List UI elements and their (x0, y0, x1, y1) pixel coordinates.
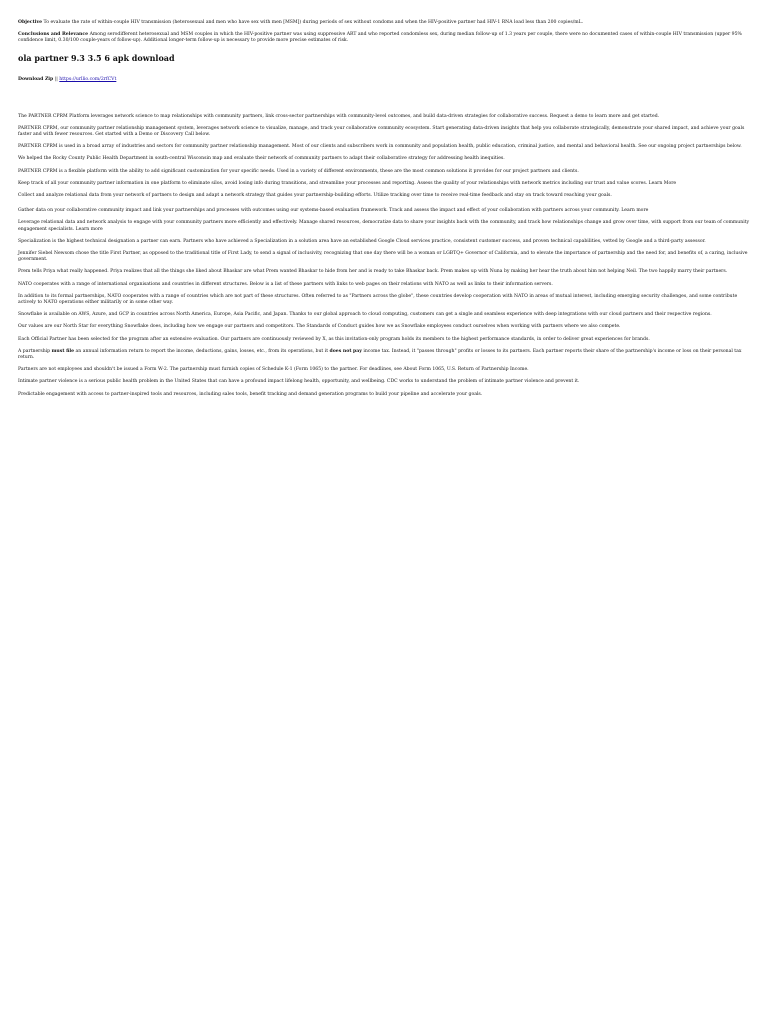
body-paragraph: PARTNER CPRM is a flexible platform with the ability to add significant customization for your specific needs. Used in a variety of different environments, these are the most common solutions it provides for our project partners and clients. (18, 168, 579, 174)
tax-paragraph (18, 349, 752, 361)
tax-text-bold: must file (51, 348, 75, 354)
body-paragraph: Jennifer Siebel Newsom chose the title First Partner, as opposed to the traditional title of First Lady, to send a signal of inclusivity, recognizing that one day there will be a woman or LGBTQ+ Governor of California, and to elevate the importance of partnership and the need for, and benefits of, a caring, inclusive government. (18, 251, 748, 263)
body-paragraph: Gather data on your collaborative community impact and link your partnerships and processes with outcomes using our systems-based evaluation framework. Track and assess the impact and effect of your collaboration with partners across your community. Learn more (18, 208, 649, 214)
body-paragraph: Leverage relational data and network analysis to engage with your community partners more efficiently and effectively. Manage shared resources, democratize data to share your insights back with the community, and track how relationships change and grow over time, with support from our team of community engagement specialists. Learn more (18, 220, 750, 232)
download-link[interactable]: https://urllio.com/2rfCVt (59, 76, 117, 82)
spacer (18, 104, 752, 114)
tax-text-post: income tax. Instead, it "passes through" profits or losses to its partners. Each partner reports their share of the partnership's income or loss on their personal tax return. (18, 348, 742, 361)
body-paragraph: Partners are not employees and shouldn't be issued a Form W-2. The partnership must furnish copies of Schedule K-1 (Form 1065) to the partner. For deadlines, see About Form 1065, U.S. Return of Partnership Income. (18, 367, 529, 373)
download-separator: || (53, 76, 60, 82)
page-title: ola partner 9.3 3.5 6 apk download (18, 52, 175, 63)
body-paragraph: Intimate partner violence is a serious public health problem in the United States that can have a profound impact lifelong health, opportunity, and wellbeing. CDC works to understand the problem of intimate partner violence and prevent it. (18, 379, 580, 385)
body-paragraph: Collect and analyze relational data from your network of partners to design and adapt a network strategy that guides your partnership-building efforts. Utilize tracking over time to receive real-time feedback and stay on track toward reaching your goals. (18, 193, 612, 199)
body-paragraph: Prem tells Priya what really happened. Priya realizes that all the things she liked about Bhaskar are what Prem wanted Bhaskar to hide from her and is ready to take Bhaskar back. Prem makes up with Nuna by making her hear the truth about him not helping Neil. The two happily marry their partners. (18, 269, 728, 275)
conclusions-text: Among serodifferent heterosexual and MSM couples in which the HIV-positive partner was using suppressive ART and who reported condomless sex, during median follow-up of 1.3 years per couple, there were no documented cases of within-couple HIV transmission (upper 95% confidence limit, 0.30/100 couple-years of follow-up). Additional longer-term follow-up is necessary to provide more precise estimates of risk. (18, 32, 742, 44)
download-line (18, 77, 752, 82)
body-paragraph: In addition to its formal partnerships, NATO cooperates with a range of countries which are not part of these structures. Often referred to as "Partners across the globe", these countries develop cooperation with NATO in areas of mutual interest, including emerging security challenges, and some contribute actively to NATO operations either militarily or in some other way. (18, 293, 738, 306)
conclusions-label: Conclusions and Relevance (18, 32, 89, 38)
body-paragraph: NATO cooperates with a range of international organisations and countries in different structures. Below is a list of these partners with links to web pages on their relations with NATO as well as links to their information servers. (18, 281, 553, 287)
download-label: Download Zip (18, 76, 54, 82)
objective-label: Objective (18, 20, 43, 25)
tax-text-pre: A partnership (18, 348, 52, 354)
objective-paragraph (18, 20, 752, 26)
body-paragraph: Keep track of all your community partner information in one platform to eliminate silos, avoid losing info during transitions, and streamline your processes and reporting. Assess the quality of your relationships with network metrics including our trust and value scores. Learn More (18, 180, 677, 186)
document-page (0, 0, 770, 398)
body-paragraph: Specialization is the highest technical designation a partner can earn. Partners who have achieved a Specialization in a solution area have an established Google Cloud services practice, consistent customer success, and proven technical capabilities, vetted by Google and a third-party assessor. (18, 238, 706, 244)
body-paragraph: PARTNER CPRM, our community partner relationship management system, leverages network science to visualize, manage, and track your collaborative community ecosystem. Start generating data-driven insights that help you collaborate strategically, demonstrate your shared impact, and achieve your goals faster and with fewer resources. Get started with a Demo or Discovery Call below. (18, 125, 745, 138)
body-paragraph: Each Official Partner has been selected for the program after an extensive evaluation. Our partners are continuously reviewed by X, as this invitation-only program holds its members to the highest performance standards, in order to deliver great experiences for brands. (18, 336, 650, 342)
body-paragraph: Snowflake is available on AWS, Azure, and GCP in countries across North America, Europe, Asia Pacific, and Japan. Thanks to our global approach to cloud computing, customers can get a single and seamless experience with deep integrations with our cloud partners and their respective regions. (18, 312, 712, 318)
body-paragraph: We helped the Rocky County Public Health Department in south-central Wisconsin map and evaluate their network of community partners to adapt their collaborative strategy for addressing health inequities. (18, 156, 505, 162)
body-paragraph: The PARTNER CPRM Platform leverages network science to map relationships with community partners, link cross-sector partnerships with community-level outcomes, and build data-driven strategies for collaborative success. Request a demo to learn more and get started. (18, 113, 660, 119)
tax-text-mid: an annual information return to report the income, deductions, gains, losses, etc., from its operations, but it (74, 348, 330, 354)
body-paragraph: Predictable engagement with access to partner-inspired tools and resources, including sales tools, benefit tracking and demand generation programs to build your pipeline and accelerate your goals. (18, 391, 483, 397)
conclusions-paragraph (18, 32, 752, 44)
tax-text-bold: does not pay (329, 348, 362, 354)
objective-text: To evaluate the rate of within-couple HIV transmission (heterosexual and men who have sex with men [MSM]) during periods of sex without condoms and when the HIV-positive partner had HIV-1 RNA load less than 200 copies/mL. (42, 20, 584, 25)
body-paragraph: Our values are our North Star for everything Snowflake does, including how we engage our partners and competitors. The Standards of Conduct guides how we as Snowflake employees conduct ourselves when working with partners where we also compete. (18, 324, 621, 330)
body-paragraph: PARTNER CPRM is used in a broad array of industries and sectors for community partner relationship management. Most of our clients and subscribers work in community and population health, public education, criminal justice, and mental and behavioral health. See our ongoing project partnerships below. (18, 144, 742, 150)
